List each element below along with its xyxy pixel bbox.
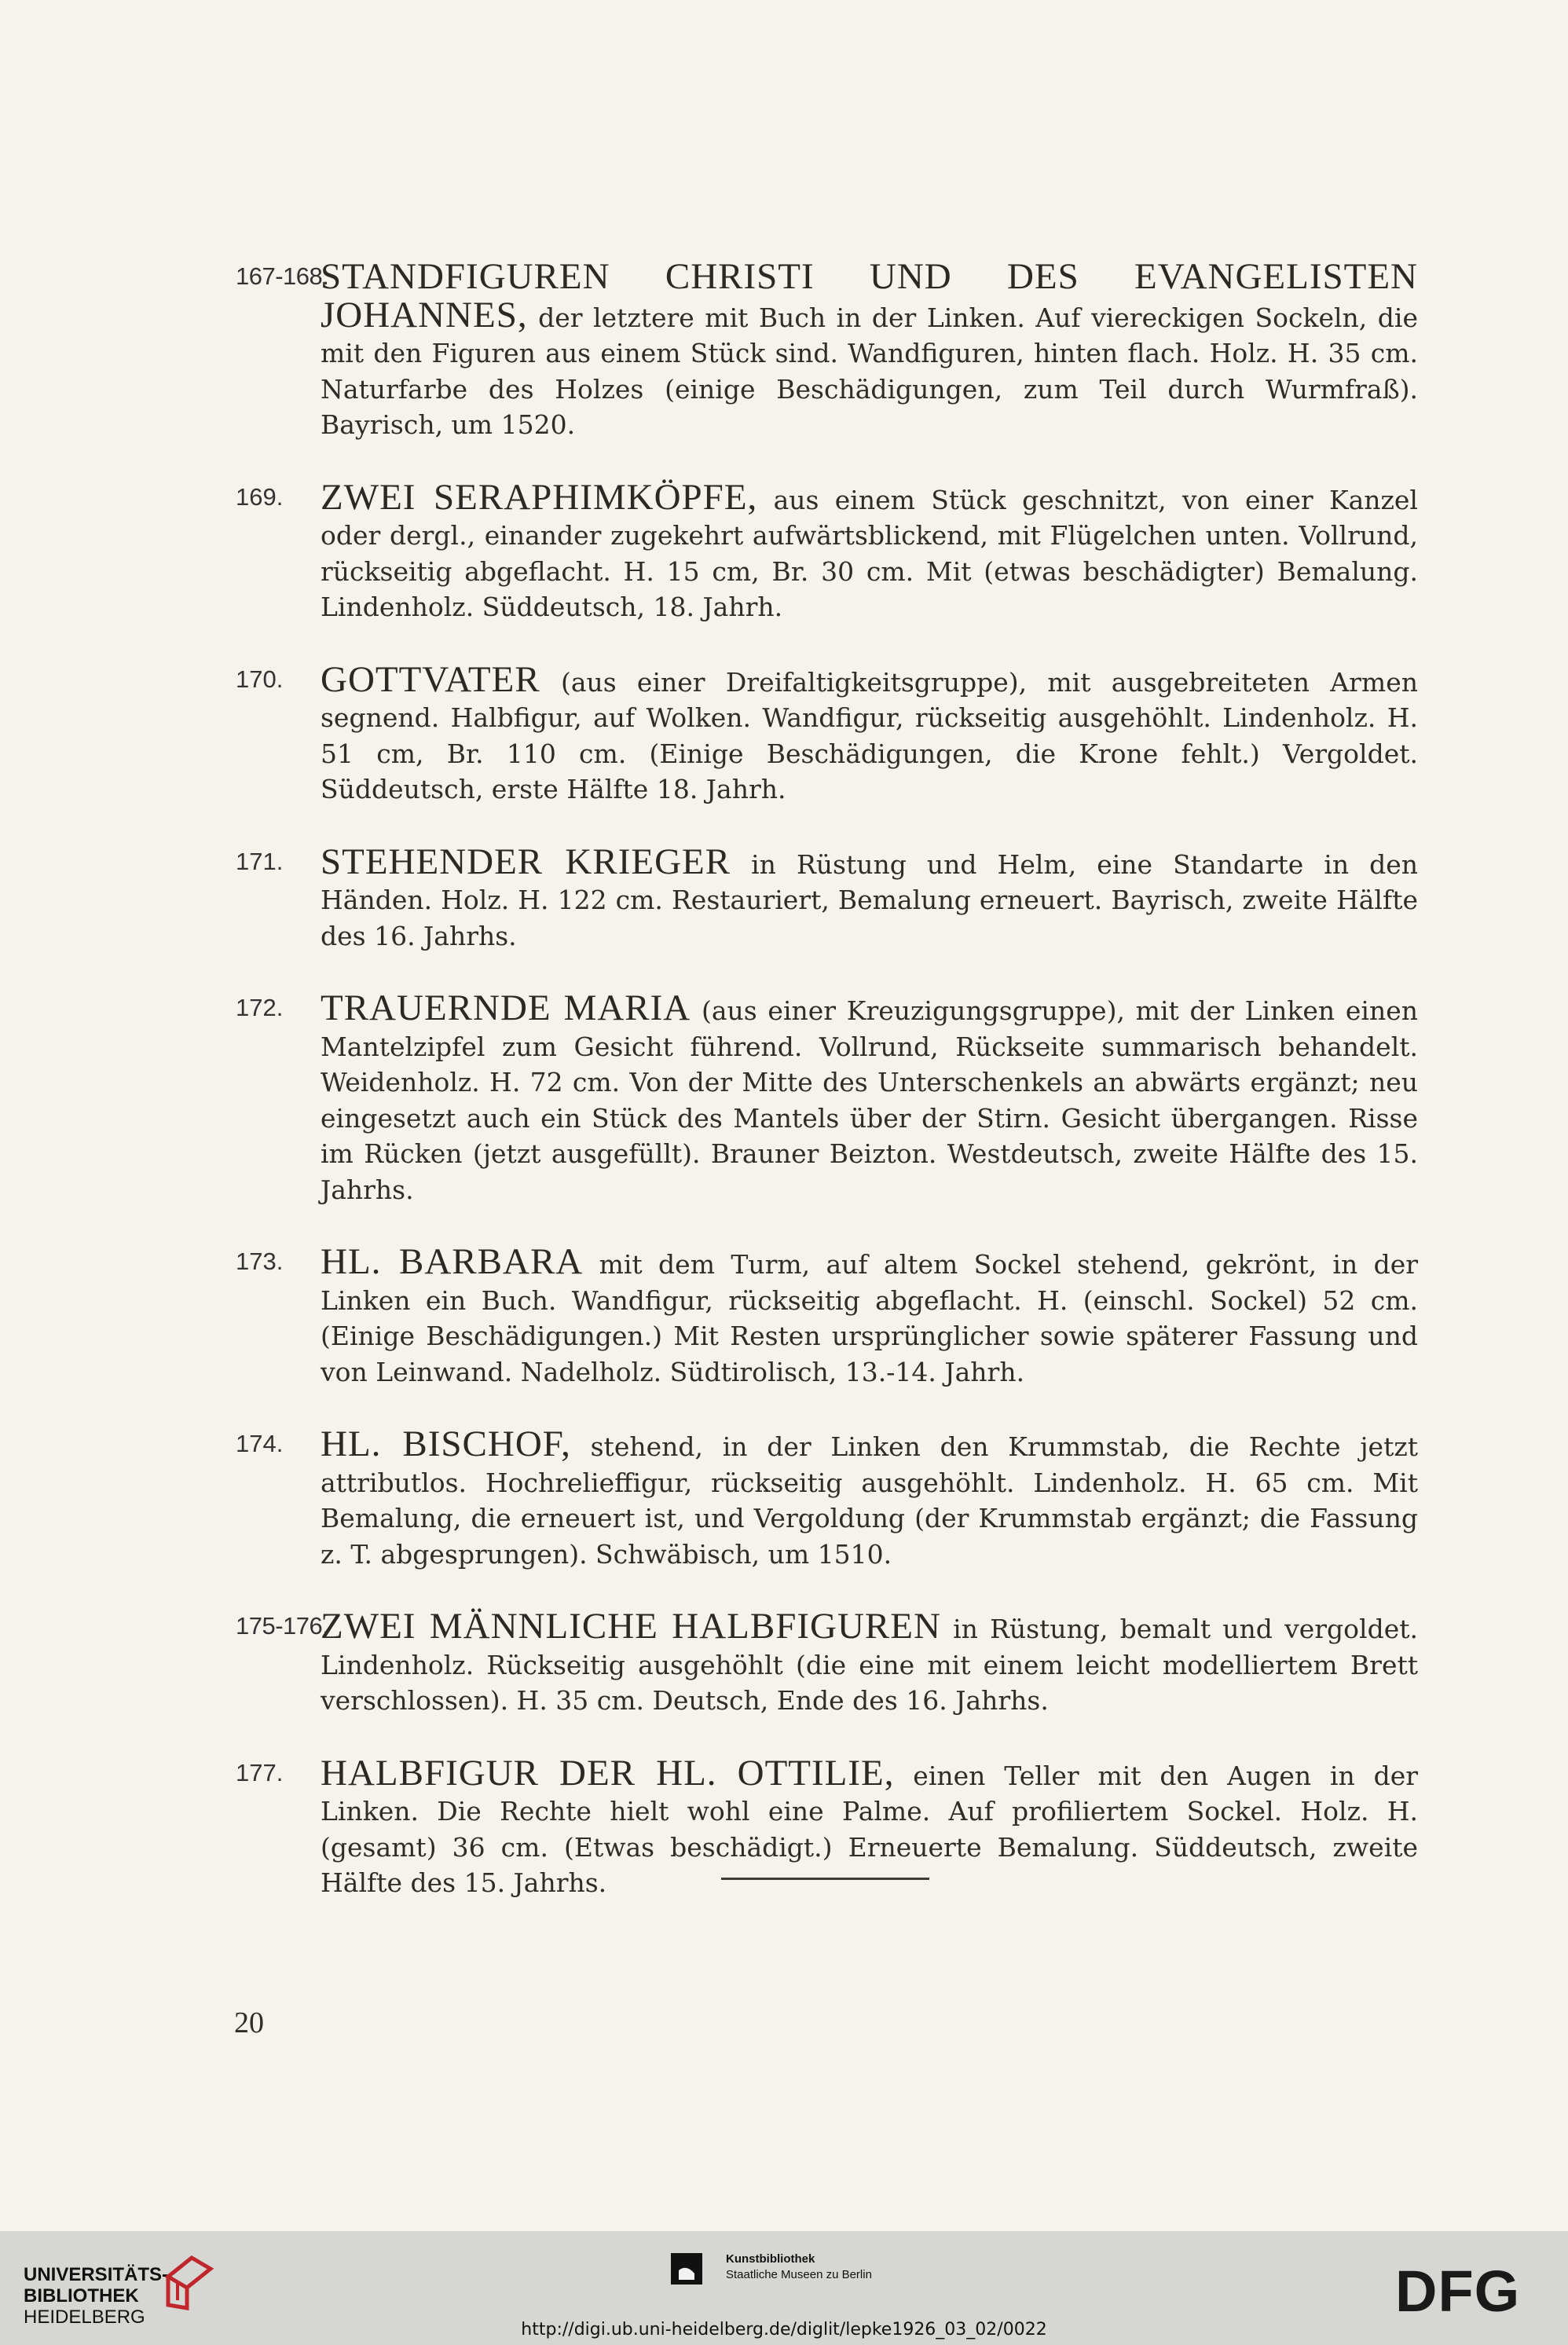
entry-number: 171. bbox=[236, 847, 284, 875]
entry-title: STEHENDER KRIEGER bbox=[321, 841, 731, 882]
library-name-line: BIBLIOTHEK bbox=[24, 2285, 139, 2307]
kunstbibliothek-label[interactable] bbox=[726, 2252, 872, 2283]
catalog-entry bbox=[236, 256, 1418, 443]
entry-description: aus einem Stück geschnitzt, von einer Kanzel oder dergl., einander zugekehrt aufwärtsblickend, mit Flügelchen unten. Vollrund, rückseitig abgeflacht. H. 15 cm, Br. 30 cm. Mit (etwas beschädigter) Bemalung. Lindenholz. Süddeutsch, 18. Jahrh. bbox=[321, 484, 1418, 622]
entry-description: (aus einer Kreuzigungsgruppe), mit der Linken einen Mantelzipfel zum Gesicht führend. Vollrund, Rückseite summarisch behandelt. Weidenholz. H. 72 cm. Von der Mitte des Unterschenkels an abwärts ergänzt; neu eingesetzt auch ein Stück des Mantels über der Stirn. Gesicht übergangen. Risse im Rücken (jetzt ausgefüllt). Brauner Beizton. Westdeutsch, zweite Hälfte des 15. Jahrhs. bbox=[321, 995, 1418, 1205]
catalog-entry bbox=[236, 1423, 1418, 1572]
entry-title: STANDFIGUREN CHRISTI UND DES EVANGELISTEN JOHANNES, bbox=[321, 256, 1418, 335]
library-emblem-icon bbox=[163, 2253, 214, 2311]
entry-description: der letztere mit Buch in der Linken. Auf viereckigen Sockeln, die mit den Figuren aus einem Stück sind. Wandfiguren, hinten flach. Holz. H. 35 cm. Naturfarbe des Holzes (einige Beschädigungen, zum Teil durch Wurmfraß). Bayrisch, um 1520. bbox=[321, 302, 1418, 440]
museum-name: Staatliche Museen zu Berlin bbox=[726, 2268, 872, 2281]
entry-number: 177. bbox=[236, 1758, 284, 1786]
entry-number: 175-176. bbox=[236, 1612, 329, 1640]
catalog-entry bbox=[236, 1606, 1418, 1719]
university-library-logo[interactable] bbox=[24, 2264, 168, 2328]
entry-title: ZWEI SERAPHIMKÖPFE, bbox=[321, 476, 758, 518]
catalog-entry bbox=[236, 841, 1418, 954]
entry-title: ZWEI MÄNNLICHE HALBFIGUREN bbox=[321, 1606, 941, 1647]
entry-number: 170. bbox=[236, 665, 284, 693]
entry-title: HL. BARBARA bbox=[321, 1241, 584, 1282]
entry-title: TRAUERNDE MARIA bbox=[321, 987, 691, 1028]
entry-title: GOTTVATER bbox=[321, 658, 540, 700]
entry-description: in Rüstung und Helm, eine Standarte in den Händen. Holz. H. 122 cm. Restauriert, Bemalung erneuert. Bayrisch, zweite Hälfte des 16. Jahrhs. bbox=[321, 848, 1418, 951]
page-number: 20 bbox=[234, 2006, 264, 2039]
library-name-line: UNIVERSITÄTS- bbox=[24, 2264, 169, 2285]
entry-title: HL. BISCHOF, bbox=[321, 1423, 571, 1464]
entry-number: 169. bbox=[236, 482, 284, 511]
dfg-logo[interactable]: DFG bbox=[1395, 2259, 1521, 2324]
entry-number: 174. bbox=[236, 1430, 284, 1457]
catalog-entry bbox=[236, 476, 1418, 625]
entry-description: in Rüstung, bemalt und vergoldet. Lindenholz. Rückseitig ausgehöhlt (die eine mit einem leicht modelliertem Brett verschlossen). H. 35 cm. Deutsch, Ende des 16. Jahrhs. bbox=[321, 1614, 1418, 1716]
library-name-line: HEIDELBERG bbox=[24, 2307, 145, 2328]
section-divider bbox=[721, 1878, 929, 1880]
catalog-entry bbox=[236, 1241, 1418, 1390]
entry-title: HALBFIGUR DER HL. OTTILIE, bbox=[321, 1752, 895, 1794]
entry-number: 173. bbox=[236, 1248, 284, 1275]
entry-description: mit dem Turm, auf altem Sockel stehend, gekrönt, in der Linken ein Buch. Wandfigur, rückseitig abgeflacht. H. (einschl. Sockel) 52 cm. (Einige Beschädigungen.) Mit Resten ursprünglicher sowie späterer Fassung und von Leinwand. Nadelholz. Südtirolisch, 13.-14. Jahrh. bbox=[321, 1249, 1418, 1387]
entry-description: stehend, in der Linken den Krummstab, die Rechte jetzt attributlos. Hochrelieffigur, rückseitig ausgehöhlt. Lindenholz. H. 65 cm. Mit Bemalung, die erneuert ist, und Vergoldung (der Krummstab ergänzt; die Fassung z. T. abgesprungen). Schwäbisch, um 1510. bbox=[321, 1431, 1418, 1570]
kunstbibliothek-logo-icon bbox=[671, 2253, 702, 2285]
entry-number: 172. bbox=[236, 994, 284, 1021]
permalink-url[interactable]: http://digi.ub.uni-heidelberg.de/diglit/lepke1926_03_02/0022 bbox=[521, 2320, 1047, 2340]
catalog-entry bbox=[236, 987, 1418, 1207]
entry-description: (aus einer Dreifaltigkeitsgruppe), mit ausgebreiteten Armen segnend. Halbfigur, auf Wolken. Wandfigur, rückseitig ausgehöhlt. Lindenholz. H. 51 cm, Br. 110 cm. (Einige Beschädigungen, die Krone fehlt.) Vergoldet. Süddeutsch, erste Hälfte 18. Jahrh. bbox=[321, 666, 1418, 804]
entry-number: 167-168. bbox=[236, 262, 329, 290]
entry-description: einen Teller mit den Augen in der Linken. Die Rechte hielt wohl eine Palme. Auf profiliertem Sockel. Holz. H. (gesamt) 36 cm. (Etwas beschädigt.) Erneuerte Bemalung. Süddeutsch, zweite Hälfte des 15. Jahrhs. bbox=[321, 1760, 1419, 1898]
catalog-entries bbox=[236, 256, 1419, 1938]
kunstbibliothek-name: Kunstbibliothek bbox=[726, 2252, 815, 2266]
catalog-entry bbox=[236, 658, 1418, 808]
